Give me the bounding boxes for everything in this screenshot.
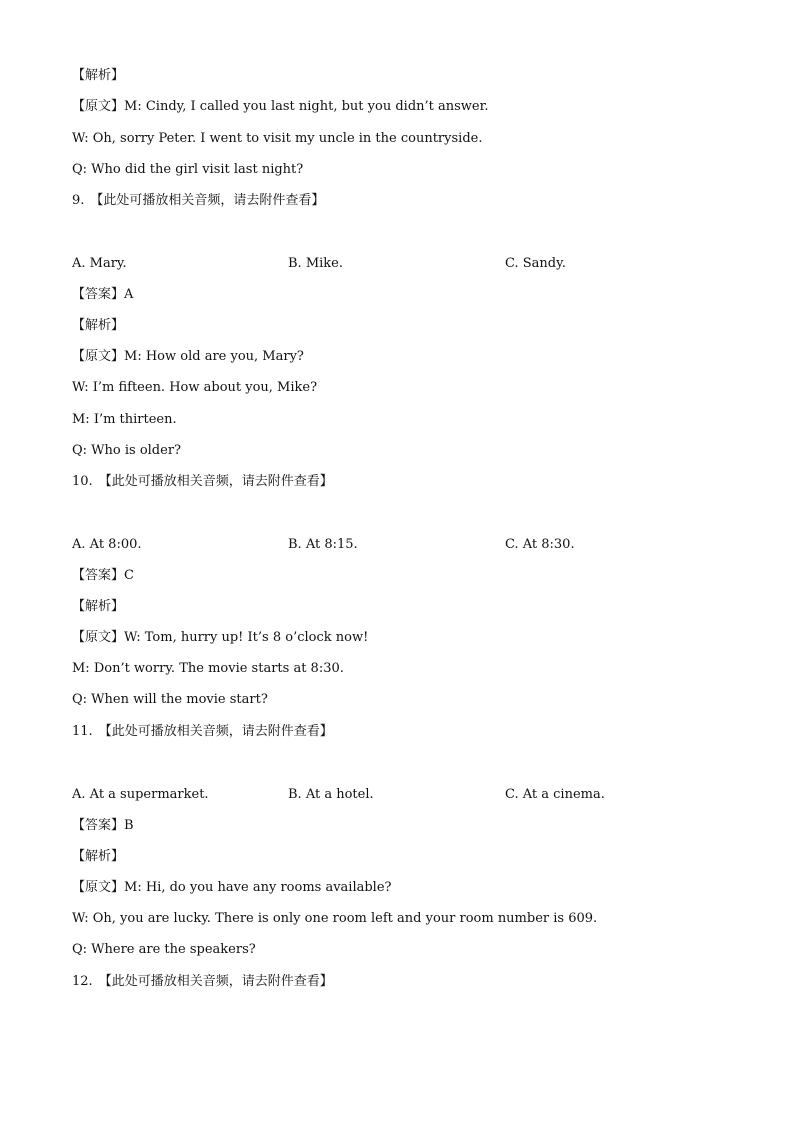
transcript-label: 【原文】 [72,99,125,114]
analysis-label: 【解析】 [72,599,125,614]
analysis-label: 【解析】 [72,68,125,83]
transcript-text: M: Cindy, I called you last night, but you didn’t answer. [124,99,489,114]
option-c: C. At 8:30. [505,537,575,552]
transcript-line: W: I’m fifteen. How about you, Mike? [72,380,318,395]
transcript-line: Q: When will the movie start? [72,692,268,707]
answer-label: 【答案】 [72,818,125,833]
question-header [72,474,333,490]
transcript-line: W: Oh, you are lucky. There is only one room left and your room number is 609. [72,911,598,926]
answer-line [72,568,134,584]
answer-options [72,256,732,272]
audio-placeholder: 【此处可播放相关音频，请去附件查看】 [98,474,333,489]
transcript-line: Q: Where are the speakers? [72,942,256,957]
option-b: B. Mike. [288,256,343,271]
option-a: A. At 8:00. [72,537,142,552]
transcript-text: W: Tom, hurry up! It’s 8 o’clock now! [124,630,369,645]
question-header [72,193,324,209]
question-number: 10. [72,474,93,489]
option-c: C. Sandy. [505,256,566,271]
audio-placeholder: 【此处可播放相关音频，请去附件查看】 [98,724,333,739]
answer-line [72,287,133,303]
transcript-label: 【原文】 [72,630,125,645]
question-number: 11. [72,724,93,739]
audio-placeholder: 【此处可播放相关音频，请去附件查看】 [90,193,325,208]
answer-label: 【答案】 [72,287,125,302]
transcript-line: M: Don’t worry. The movie starts at 8:30. [72,661,344,676]
answer-options [72,787,732,803]
answer-line [72,818,134,834]
answer-value: B [124,818,134,833]
answer-label: 【答案】 [72,568,125,583]
transcript-line: W: Oh, sorry Peter. I went to visit my uncle in the countryside. [72,131,483,146]
transcript-line [72,880,392,896]
transcript-line [72,349,304,365]
transcript-line: M: I’m thirteen. [72,412,177,427]
question-header [72,974,333,990]
transcript-label: 【原文】 [72,880,125,895]
question-number: 9. [72,193,85,208]
option-b: B. At a hotel. [288,787,374,802]
audio-placeholder: 【此处可播放相关音频，请去附件查看】 [98,974,333,989]
transcript-line: Q: Who is older? [72,443,182,458]
transcript-line: Q: Who did the girl visit last night? [72,162,304,177]
analysis-label: 【解析】 [72,318,125,333]
transcript-line [72,630,368,646]
question-header [72,724,333,740]
transcript-label: 【原文】 [72,349,125,364]
question-number: 12. [72,974,93,989]
answer-options [72,537,732,553]
option-a: A. Mary. [72,256,127,271]
option-a: A. At a supermarket. [72,787,209,802]
transcript-line [72,99,489,115]
analysis-label: 【解析】 [72,849,125,864]
transcript-text: M: How old are you, Mary? [124,349,304,364]
option-c: C. At a cinema. [505,787,605,802]
transcript-text: M: Hi, do you have any rooms available? [124,880,392,895]
answer-value: C [124,568,134,583]
answer-value: A [124,287,134,302]
option-b: B. At 8:15. [288,537,358,552]
